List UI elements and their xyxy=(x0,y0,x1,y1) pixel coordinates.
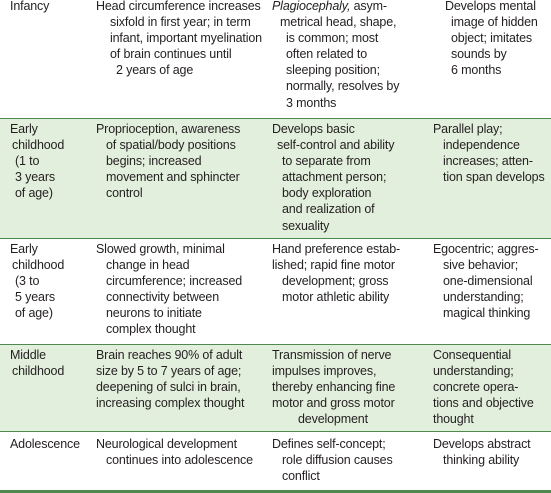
cell-line: 2 years of age xyxy=(116,63,194,78)
table-row-infancy xyxy=(0,0,551,118)
cell-line: often related to xyxy=(286,47,367,62)
cell-line: childhood xyxy=(12,364,65,379)
motor-cell xyxy=(272,0,424,111)
table-row-early-childhood-1-3 xyxy=(0,119,551,238)
age-cell xyxy=(10,121,90,201)
cell-line: sive behavior; xyxy=(443,258,519,273)
cell-line: connectivity between xyxy=(106,290,220,305)
cell-line: thought xyxy=(433,412,474,427)
cell-line: thinking ability xyxy=(443,453,520,468)
cell-line: lished; rapid fine motor xyxy=(272,258,395,273)
cell-line: (3 to xyxy=(15,274,40,289)
physical-cell xyxy=(96,436,272,468)
cognitive-cell xyxy=(433,241,551,321)
cell-line: sleeping position; xyxy=(286,63,380,78)
cell-line: 5 years xyxy=(15,290,55,305)
cell-line: Defines self-concept; xyxy=(272,437,386,451)
cell-line: tions and objective xyxy=(433,396,534,411)
cognitive-cell xyxy=(433,121,551,185)
italic-term: Plagiocephaly, xyxy=(272,0,351,13)
cell-line: Parallel play; xyxy=(433,122,503,136)
cell-line: thereby enhancing fine xyxy=(272,380,396,395)
cell-line: neurons to initiate xyxy=(106,306,202,321)
cell-line: (1 to xyxy=(15,154,40,169)
cell-line: Transmission of nerve xyxy=(272,348,392,362)
cell-line: motor athletic ability xyxy=(282,290,390,305)
cell-line: attachment person; xyxy=(282,170,387,185)
cell-line: to separate from xyxy=(282,154,371,169)
cell-line: development; gross xyxy=(282,274,389,289)
cell-line: 3 months xyxy=(286,95,337,110)
cell-line: movement and sphincter xyxy=(106,170,240,185)
cell-line: Adolescence xyxy=(10,437,80,451)
cell-line: object; imitates xyxy=(451,31,532,46)
cell-line: deepening of sulci in brain, xyxy=(96,380,241,395)
cell-line: concrete opera- xyxy=(433,380,519,395)
cell-line: Neurological development xyxy=(96,437,237,451)
cell-line: motor and gross motor xyxy=(272,396,395,411)
cell-line: Early xyxy=(10,242,38,256)
cell-line: change in head xyxy=(106,258,190,273)
cell-line: understanding; xyxy=(433,364,514,379)
cell-line: and realization of xyxy=(282,202,375,217)
physical-cell xyxy=(96,347,272,411)
cell-line: Middle xyxy=(10,348,46,362)
cell-line: sixfold in first year; in term xyxy=(110,15,251,30)
table-row-early-childhood-3-5 xyxy=(0,239,551,344)
cell-line: Develops abstract xyxy=(433,437,531,451)
motor-cell xyxy=(272,121,424,234)
age-cell xyxy=(10,241,90,321)
cell-line: self-control and ability xyxy=(277,138,395,153)
age-cell xyxy=(10,0,90,14)
cell-line: increases; atten- xyxy=(443,154,533,169)
cell-line: increasing complex thought xyxy=(96,396,245,411)
cell-line xyxy=(272,0,424,14)
motor-cell xyxy=(272,436,424,484)
cell-line: 3 years xyxy=(15,170,55,185)
cell-line: understanding; xyxy=(443,290,524,305)
cell-line: Early xyxy=(10,122,38,136)
motor-cell xyxy=(272,241,424,305)
age-cell xyxy=(10,347,90,379)
cell-line: development xyxy=(298,412,368,427)
cell-line: Develops mental xyxy=(445,0,536,13)
cell-line: image of hidden xyxy=(451,15,538,30)
cell-line: is common; most xyxy=(286,31,379,46)
cell-line: size by 5 to 7 years of age; xyxy=(96,364,242,379)
cell-line: continues into adolescence xyxy=(106,453,253,468)
cell-line: body exploration xyxy=(282,186,372,201)
cell-line: Infancy xyxy=(10,0,50,13)
cell-line: of age) xyxy=(15,186,53,201)
cell-line: childhood xyxy=(12,258,65,273)
cell-line: complex thought xyxy=(106,322,196,337)
cell-line: circumference; increased xyxy=(106,274,243,289)
motor-cell xyxy=(272,347,424,427)
cell-line: sounds by xyxy=(451,47,507,62)
physical-cell xyxy=(96,241,272,338)
cell-line: of age) xyxy=(15,306,53,321)
cell-line: of spatial/body positions xyxy=(106,138,236,153)
cell-line: role diffusion causes xyxy=(282,453,393,468)
cell-line: Slowed growth, minimal xyxy=(96,242,225,256)
cell-line: one-dimensional xyxy=(443,274,533,289)
cell-line: control xyxy=(106,186,143,201)
cell-line: Egocentric; aggres- xyxy=(433,242,539,256)
cell-line: 6 months xyxy=(451,63,502,78)
cell-line: sexuality xyxy=(282,218,330,233)
cell-line: Brain reaches 90% of adult xyxy=(96,348,243,362)
cell-line: tion span develops xyxy=(443,170,545,185)
cell-line: begins; increased xyxy=(106,154,202,169)
cell-line: Head circumference increases xyxy=(96,0,261,13)
physical-cell xyxy=(96,0,272,78)
cell-line-rest: asym- xyxy=(350,0,387,13)
cell-line: Develops basic xyxy=(272,122,355,136)
cell-line: normally, resolves by xyxy=(286,79,400,94)
cognitive-cell xyxy=(433,347,551,427)
cell-line: of brain continues until xyxy=(110,47,232,62)
cell-line: Hand preference estab- xyxy=(272,242,401,256)
physical-cell xyxy=(96,121,272,201)
cell-line: metrical head, shape, xyxy=(280,15,397,30)
cell-line: independence xyxy=(443,138,520,153)
table-row-adolescence xyxy=(0,432,551,490)
table-row-middle-childhood xyxy=(0,345,551,431)
cell-line: infant, important myelination xyxy=(110,31,262,46)
cognitive-cell xyxy=(433,436,551,468)
cognitive-cell xyxy=(433,0,551,78)
cell-line: magical thinking xyxy=(443,306,531,321)
cell-line: Consequential xyxy=(433,348,511,362)
age-cell xyxy=(10,436,90,452)
cell-line: childhood xyxy=(12,138,65,153)
cell-line: conflict xyxy=(282,469,320,484)
cell-line: Proprioception, awareness xyxy=(96,122,241,136)
cell-line: impulses improves, xyxy=(272,364,377,379)
